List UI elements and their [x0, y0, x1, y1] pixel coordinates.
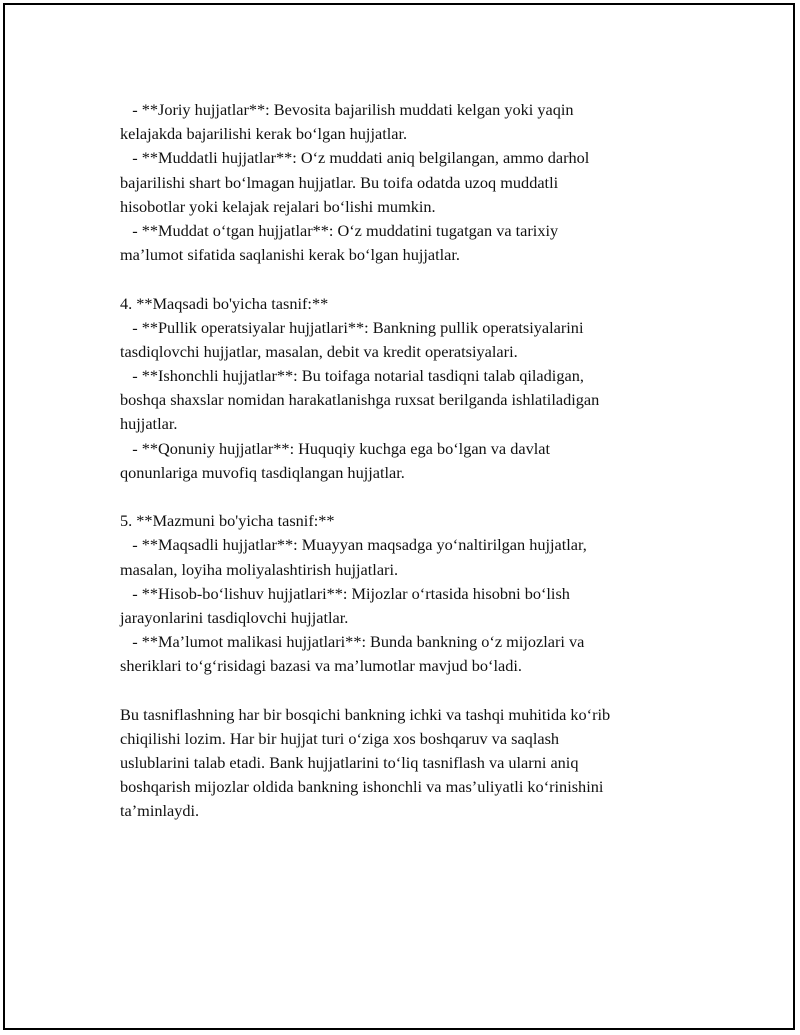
text-line: - **Muddat o‘tgan hujjatlar**: O‘z muddatini tugatgan va tarixiy	[120, 220, 559, 240]
text-line: ta’minlaydi.	[120, 801, 200, 821]
text-line: jarayonlarini tasdiqlovchi hujjatlar.	[120, 607, 349, 627]
text-line: - **Pullik operatsiyalar hujjatlari**: Bankning pullik operatsiyalarini	[120, 317, 584, 337]
text-line: tasdiqlovchi hujjatlar, masalan, debit va kredit operatsiyalari.	[120, 341, 518, 361]
paragraph-deadline-types	[120, 98, 700, 267]
section-heading: 5. **Mazmuni bo'yicha tasnif:**	[120, 511, 335, 531]
text-line: bajarilishi shart bo‘lmagan hujjatlar. Bu toifa odatda uzoq muddatli	[120, 172, 559, 192]
text-line: boshqarish mijozlar oldida bankning ishonchli va mas’uliyatli ko‘rinishini	[120, 777, 604, 797]
paragraph-conclusion	[120, 703, 700, 824]
text-line: - **Maqsadli hujjatlar**: Muayyan maqsadga yo‘naltirilgan hujjatlar,	[120, 535, 587, 555]
text-line: sheriklari to‘g‘risidagi bazasi va ma’lumotlar mavjud bo‘ladi.	[120, 656, 522, 676]
text-line: qonunlariga muvofiq tasdiqlangan hujjatlar.	[120, 462, 405, 482]
paragraph-spacer	[120, 267, 700, 291]
paragraph-spacer	[120, 679, 700, 703]
paragraph-spacer	[120, 485, 700, 509]
text-line: kelajakda bajarilishi kerak bo‘lgan hujjatlar.	[120, 124, 408, 144]
text-line: hujjatlar.	[120, 414, 178, 434]
document-body	[120, 98, 700, 824]
text-line: - **Ma’lumot malikasi hujjatlari**: Bunda bankning o‘z mijozlari va	[120, 632, 585, 652]
document-page	[3, 3, 795, 1030]
text-line: Bu tasniflashning har bir bosqichi bankning ichki va tashqi muhitida ko‘rib	[120, 704, 611, 724]
text-line: uslublarini talab etadi. Bank hujjatlarini to‘liq tasniflash va ularni aniq	[120, 753, 579, 773]
paragraph-purpose-classification	[120, 292, 700, 486]
text-line: ma’lumot sifatida saqlanishi kerak bo‘lgan hujjatlar.	[120, 245, 461, 265]
text-line: - **Qonuniy hujjatlar**: Huquqiy kuchga ega bo‘lgan va davlat	[120, 438, 550, 458]
text-line: - **Muddatli hujjatlar**: O‘z muddati aniq belgilangan, ammo darhol	[120, 148, 590, 168]
text-line: - **Ishonchli hujjatlar**: Bu toifaga notarial tasdiqni talab qiladigan,	[120, 366, 584, 386]
text-line: - **Joriy hujjatlar**: Bevosita bajarilish muddati kelgan yoki yaqin	[120, 100, 574, 119]
text-line: - **Hisob-bo‘lishuv hujjatlari**: Mijozlar o‘rtasida hisobni bo‘lish	[120, 583, 570, 603]
text-line: masalan, loyiha moliyalashtirish hujjatlari.	[120, 559, 399, 579]
text-line: hisobotlar yoki kelajak rejalari bo‘lishi mumkin.	[120, 196, 436, 216]
paragraph-content-classification	[120, 509, 700, 678]
section-heading: 4. **Maqsadi bo'yicha tasnif:**	[120, 293, 329, 313]
text-line: boshqa shaxslar nomidan harakatlanishga ruxsat berilganda ishlatiladigan	[120, 390, 600, 410]
text-line: chiqilishi lozim. Har bir hujjat turi o‘ziga xos boshqaruv va saqlash	[120, 728, 560, 748]
